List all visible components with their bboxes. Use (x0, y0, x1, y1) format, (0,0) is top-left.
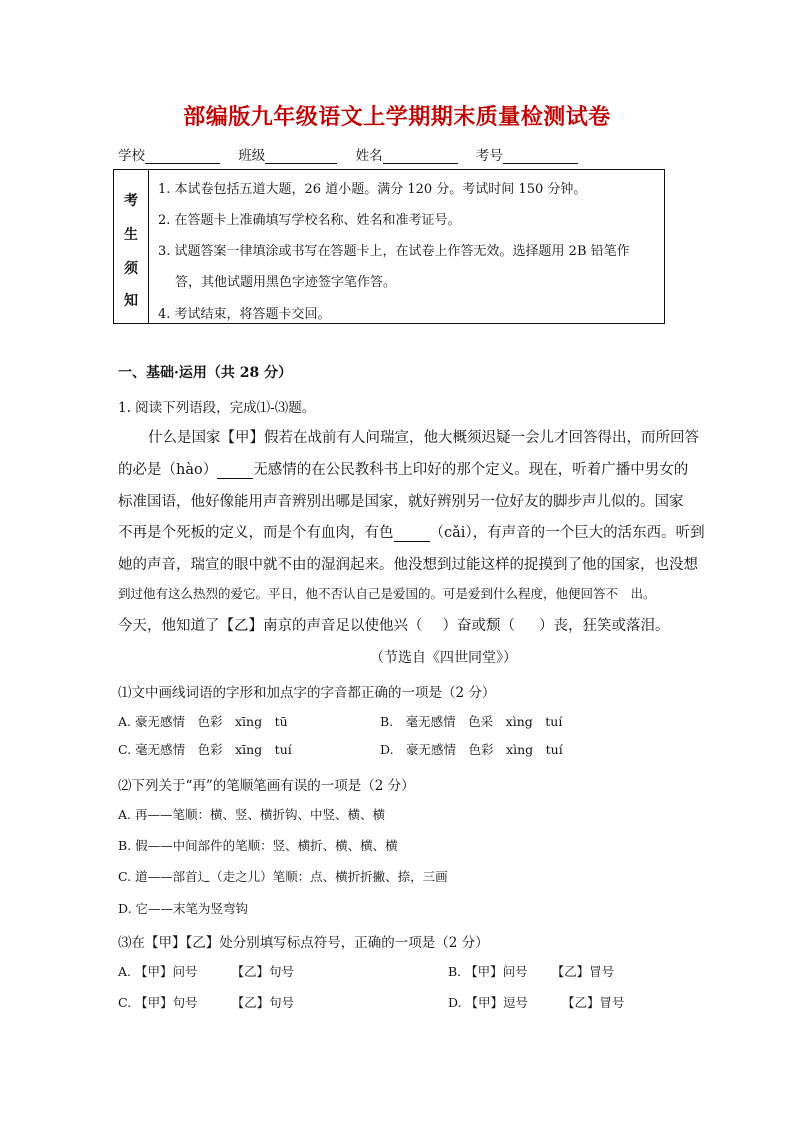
passage-text: （cǎi），有声音的一个巨大的活东西。听到 (429, 525, 705, 541)
option-d: D. 它——末笔为竖弯钩 (118, 901, 249, 916)
sub-question-stem: ⑶在【甲】【乙】处分别填写标点符号，正确的一项是（2 分） (118, 935, 489, 951)
option-part: 【乙】句号 (231, 964, 294, 979)
option-b (448, 962, 614, 980)
notice-item: 2. 在答题卡上准确填写学校名称、姓名和准考证号。 (158, 213, 461, 228)
option-a: A. 豪无感情 色彩 xīng tū (118, 714, 288, 729)
notice-item: 答，其他试题用黑色字迹签字笔作答。 (175, 275, 397, 290)
name-label: 姓名 (355, 148, 383, 164)
option-c (118, 993, 294, 1011)
option-d (448, 993, 625, 1011)
notice-label-column (114, 170, 149, 323)
sub-question-stem: ⑵下列关于“再”的笔顺笔画有误的一项是（2 分） (118, 778, 415, 794)
passage-line: 到过他有这么热烈的爱它。平日，他不否认自己是爱国的。可是爱到什么程度，他便回答不 出。 (118, 586, 656, 601)
passage-line: 她的声音，瑞宣的眼中就不由的湿润起来。他没想到过能这样的捉摸到了他的国家，也没想 (118, 557, 698, 573)
option-b: B. 假——中间部件的笔顺：竖、横折、横、横、横 (118, 838, 398, 853)
exam-no-blank (503, 150, 578, 164)
student-info-row (118, 144, 592, 164)
school-field (118, 144, 220, 164)
notice-item: 1. 本试卷包括五道大题，26 道小题。满分 120 分。考试时间 150 分钟。 (158, 182, 587, 197)
option-c: C. 道——部首辶（走之儿）笔顺：点、横折折撇、捺，三画 (118, 869, 448, 884)
notice-item: 4. 考试结束，将答题卡交回。 (158, 307, 331, 322)
fill-blank (217, 464, 253, 479)
option-part: 【乙】冒号 (551, 964, 615, 979)
exam-title: 部编版九年级语文上学期期末质量检测试卷 (183, 104, 611, 130)
exam-no-field (476, 144, 578, 164)
notice-label-char: 须 (124, 261, 138, 277)
notice-label-char: 生 (124, 227, 138, 243)
option-part: 【乙】冒号 (562, 995, 625, 1010)
passage-line: 标准国语，他好像能用声音辨别出哪是国家，就好辨别另一位好友的脚步声儿似的。国家 (118, 494, 684, 510)
school-blank (145, 150, 220, 164)
passage-line: 什么是国家【甲】假若在战前有人问瑞宣，他大概须迟疑一会儿才回答得出，而所回答 (148, 430, 699, 446)
option-c: C. 毫无感情 色彩 xīng tuí (118, 742, 292, 757)
option-part: C. 【甲】句号 (118, 995, 198, 1010)
passage-text: 不再是个死板的定义，而是个有血肉，有色 (118, 525, 394, 541)
exam-no-label: 考号 (475, 148, 503, 164)
passage-text: ）奋或颓（ (442, 618, 515, 634)
name-blank (383, 150, 458, 164)
passage-line (118, 614, 670, 635)
passage-line (118, 458, 688, 479)
section-heading: 一、基础·运用（共 28 分） (118, 365, 293, 381)
option-a (118, 962, 294, 980)
notice-item: 3. 试题答案一律填涂或书写在答题卡上，在试卷上作答无效。选择题用 2B 铅笔作 (158, 244, 630, 259)
option-a: A. 再——笔顺：横、竖、横折钩、中竖、横、横 (118, 807, 385, 822)
class-blank (265, 150, 337, 164)
option-part: B. 【甲】问号 (448, 964, 528, 979)
passage-source: （节选自《四世同堂》） (370, 650, 517, 666)
class-field (238, 144, 337, 164)
sub-question-stem: ⑴文中画线词语的字形和加点字的字音都正确的一项是（2 分） (118, 685, 496, 701)
passage-line (118, 521, 705, 542)
passage-text: 的必是（hào） (118, 462, 218, 478)
fill-blank (394, 527, 430, 542)
option-part: A. 【甲】问号 (118, 964, 198, 979)
exam-notice-box (113, 169, 665, 324)
question-stem: 1. 阅读下列语段，完成⑴-⑶题。 (118, 400, 316, 416)
option-part: 【乙】句号 (231, 995, 295, 1010)
school-label: 学校 (118, 148, 145, 164)
option-b: B. 毫无感情 色采 xìng tuí (380, 714, 563, 729)
option-d: D. 豪无感情 色彩 xìng tuí (380, 742, 563, 757)
class-label: 班级 (238, 148, 266, 164)
name-field (356, 144, 458, 164)
notice-label-char: 考 (124, 193, 138, 209)
passage-text: 无感情的在公民教科书上印好的那个定义。现在，听着广播中男女的 (253, 462, 689, 478)
option-part: D. 【甲】逗号 (448, 995, 529, 1010)
notice-label-char: 知 (124, 293, 138, 309)
passage-text: ）丧，狂笑或落泪。 (539, 618, 670, 634)
passage-text: 今天，他知道了【乙】南京的声音足以使他兴（ (118, 618, 423, 634)
